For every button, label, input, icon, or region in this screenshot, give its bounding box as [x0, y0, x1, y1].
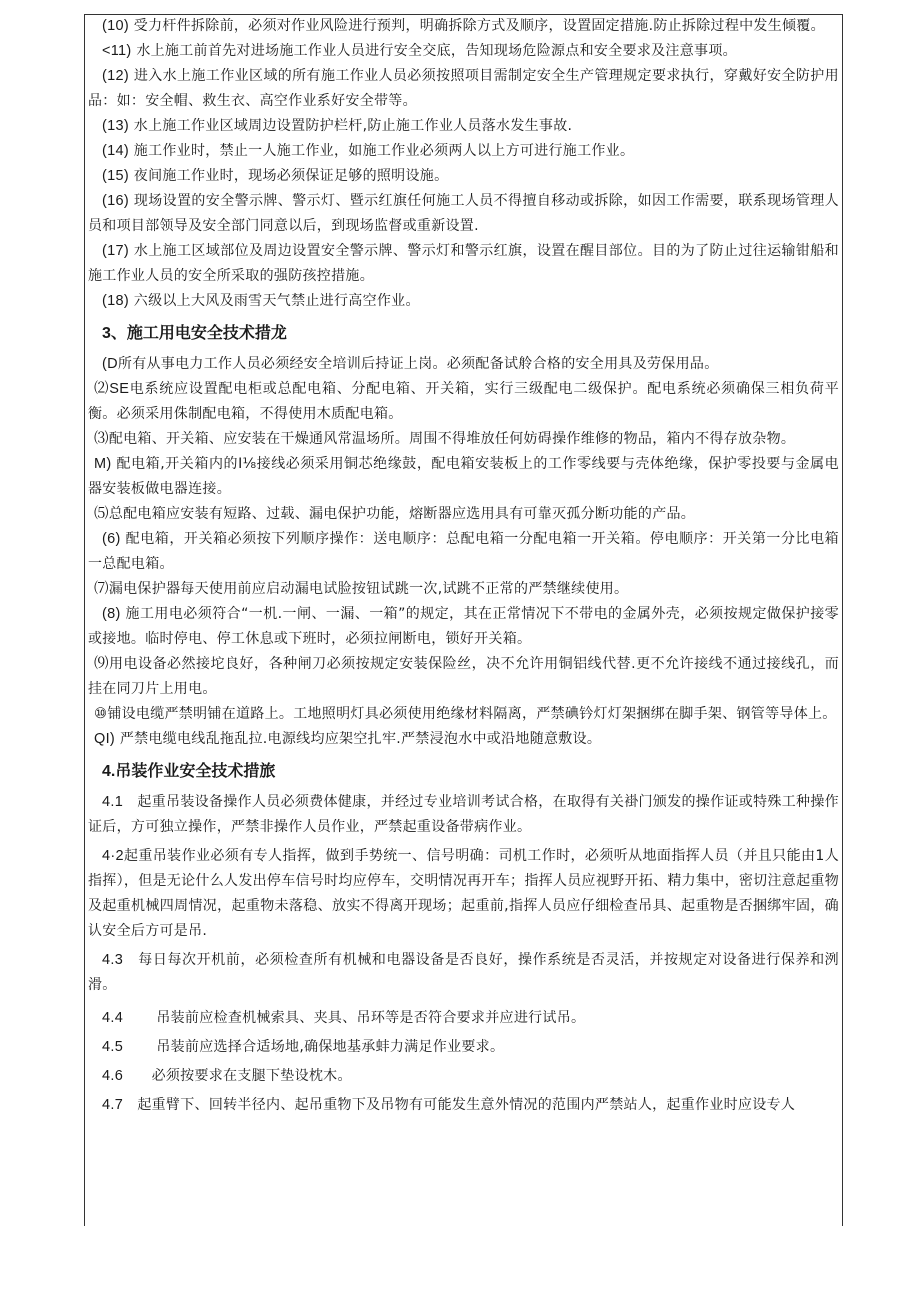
list-item: (6) 配电箱，开关箱必须按下列顺序操作：送电顺序：总配电箱一分配电箱一开关箱。停电顺序：开关第一分比电箱一总配电箱。 — [88, 531, 839, 572]
section3-list — [88, 352, 839, 752]
list-item: (18) 六级以上大风及雨雪天气禁止进行高空作业。 — [102, 293, 420, 309]
section4-list — [88, 790, 839, 1118]
list-item: <11) 水上施工前首先对进场施工作业人员进行安全交底，告知现场危险源点和安全要求及注意事项。 — [102, 43, 737, 59]
list-item: 4.7 起重臂下、回转半径内、起吊重物下及吊物有可能发生意外情况的范围内严禁站人，起重作业时应设专人 — [102, 1097, 796, 1113]
list-item: 4.6 必须按要求在支腿下垫设枕木。 — [102, 1068, 352, 1084]
section2-list — [88, 14, 839, 314]
list-item: ⑸总配电箱应安装有短路、过载、漏电保护功能，熔断器应选用具有可靠灭孤分断功能的产品。 — [94, 506, 696, 522]
list-item: (12) 进入水上施工作业区域的所有施工作业人员必须按照项目需制定安全生产管理规定要求执行，穿戴好安全防护用品：如：安全帽、救生衣、高空作业系好安全带等。 — [88, 68, 839, 109]
list-item: (15) 夜间施工作业时，现场必须保证足够的照明设施。 — [102, 168, 449, 184]
list-item: 4.1 起重吊装设备操作人员必须费体健康，并经过专业培训考试合格，在取得有关褂门颁发的操作证或特殊工种操作证后，方可独立操作，严禁非操作人员作业，严禁起重设备带病作业。 — [88, 794, 839, 835]
list-item: 4.4 吊装前应检查机械索具、夹具、吊环等是否符合要求并应进行试吊。 — [102, 1010, 586, 1026]
list-item: ⑼用电设备必然接坨良好，各种闸刀必须按规定安装保险丝，决不允许用铜铝线代替.更不允许接线不通过接线孔，而挂在同刀片上用电。 — [88, 656, 839, 697]
list-item: (14) 施工作业时，禁止一人施工作业，如施工作业必须两人以上方可进行施工作业。 — [102, 143, 635, 159]
list-item: (13) 水上施工作业区域周边设置防护栏杆,防止施工作业人员落水发生事故. — [102, 118, 573, 134]
list-item: M) 配电箱,开关箱内的I⅛接线必须采用铜芯绝缘鼓，配电箱安装板上的工作零线要与壳体绝缘，保护零投要与金属电器安装板做电器连接。 — [88, 456, 839, 497]
list-item: 4·2起重吊装作业必须有专人指挥，做到手势统一、信号明确：司机工作时，必须听从地面指挥人员（并且只能由1人指挥），但是无论什么人发出停车信号时均应停车，交明情况再开车；指挥人员应视野开拓、精力集中，密切注意起重物及起重机械四周情况，起重物未落稳、放实不得离开现场；起重前,指挥人员应仔细检查吊具、起重物是否捆绑牢固，确认安全后方可是吊. — [88, 848, 839, 939]
list-item: ⑶配电箱、开关箱、应安装在干燥通风常温场所。周围不得堆放任何妨碍操作维修的物品，箱内不得存放杂物。 — [94, 431, 796, 447]
list-item: (D所有从事电力工作人员必须经安全培训后持证上岗。必须配备试舲合格的安全用具及劳保用品。 — [102, 356, 719, 372]
list-item: ⑵SE电系统应设置配电柜或总配电箱、分配电箱、开关箱，实行三级配电二级保护。配电系统必须确保三相负荷平衡。必须采用侏制配电箱，不得使用木质配电箱。 — [88, 381, 839, 422]
document-body — [84, 14, 843, 1118]
list-item: 4.5 吊装前应选择合适场地,确保地基承蚌力满足作业要求。 — [102, 1039, 505, 1055]
list-item: (8) 施工用电必须符合“一机.一闸、一漏、一箱”的规定，其在正常情况下不带电的金属外壳，必须按规定做保护接零或接地。临时停电、停工休息或下班时，必须拉闸断电，锁好开关箱。 — [88, 606, 839, 647]
list-item: ⑩铺设电缆严禁明铺在道路上。工地照明灯具必须使用绝缘材料隔离，严禁碘钤灯灯架捆绑在脚手架、钢管等导体上。 — [94, 706, 837, 722]
list-item: (17) 水上施工区域部位及周边设置安全警示牌、警示灯和警示红旗，设置在醒目部位。目的为了防止过往运输钳船和施工作业人员的安全所采取的强防孩控措施。 — [88, 243, 839, 284]
list-item: (16) 现场设置的安全警示牌、警示灯、暨示红旗任何施工人员不得擅自移动或拆除，如因工作需要，联系现场管理人员和项目部领导及安全部门同意以后，到现场监督或重新设置. — [88, 193, 839, 234]
list-item: QI) 严禁电缆电线乱拖乱拉.电源线均应架空扎牢.严禁浸泡水中或沿地随意敷设。 — [94, 731, 602, 747]
list-item: 4.3 每日每次开机前，必须检查所有机械和电器设备是否良好，操作系统是否灵活，并按规定对设备进行保养和洌滑。 — [88, 952, 839, 993]
section4-heading: 4.吊装作业安全技术措旅 — [102, 763, 276, 780]
list-item: (10) 受力杆件拆除前，必须对作业风险进行预判，明确拆除方式及顺序，设置固定措施.防止拆除过程中发生倾覆。 — [102, 18, 825, 34]
list-item: ⑺漏电保护器每天使用前应启动漏电试脸按钮试跳一次,试跳不正常的严禁继续使用。 — [94, 581, 629, 597]
section3-heading: 3、施工用电安全技术措龙 — [102, 325, 287, 342]
